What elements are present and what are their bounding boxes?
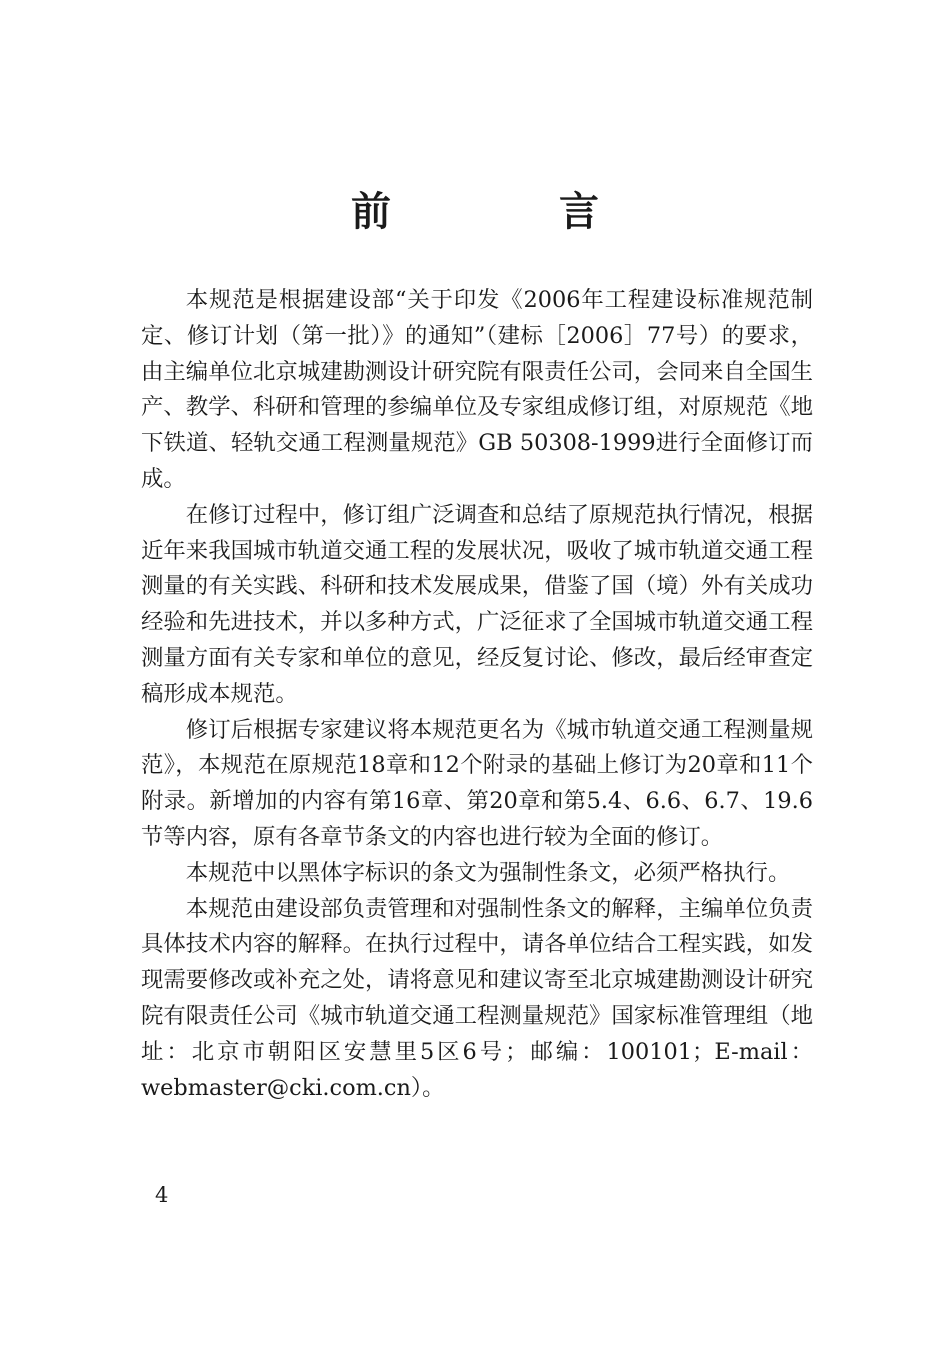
page-title: 前 言 (351, 189, 663, 235)
page-number: 4 (155, 1183, 169, 1207)
paragraph-management-and-contact: 本规范由建设部负责管理和对强制性条文的解释，主编单位负责具体技术内容的解释。在执行过程中，请各单位结合工程实践，如发现需要修改或补充之处，请将意见和建议寄至北京城建勘测设计研究院有限责任公司《城市轨道交通工程测量规范》国家标准管理组（地址：北京市朝阳区安慧里5区6号；邮编：100101；E-mail：webmaster@cki.com.cn）。 (141, 895, 813, 1101)
preface-body (141, 283, 813, 1106)
paragraph-revision-process: 在修订过程中，修订组广泛调查和总结了原规范执行情况，根据近年来我国城市轨道交通工程的发展状况，吸收了城市轨道交通工程测量的有关实践、科研和技术发展成果，借鉴了国（境）外有关成功经验和先进技术，并以多种方式，广泛征求了全国城市轨道交通工程测量方面有关专家和单位的意见，经反复讨论、修改，最后经审查定稿形成本规范。 (141, 501, 813, 707)
paragraph-mandatory-clauses: 本规范中以黑体字标识的条文为强制性条文，必须严格执行。 (185, 859, 791, 886)
paragraph-origin: 本规范是根据建设部“关于印发《2006年工程建设标准规范制定、修订计划（第一批）》的通知”（建标［2006］77号）的要求，由主编单位北京城建勘测设计研究院有限责任公司，会同来自全国生产、教学、科研和管理的参编单位及专家组成修订组，对原规范《地下铁道、轻轨交通工程测量规范》GB 50308-1999进行全面修订而成。 (141, 287, 813, 492)
paragraph-renaming-and-content: 修订后根据专家建议将本规范更名为《城市轨道交通工程测量规范》，本规范在原规范18章和12个附录的基础上修订为20章和11个附录。新增加的内容有第16章、第20章和第5.4、6.6、6.7、19.6节等内容，原有各章节条文的内容也进行较为全面的修订。 (141, 716, 813, 850)
